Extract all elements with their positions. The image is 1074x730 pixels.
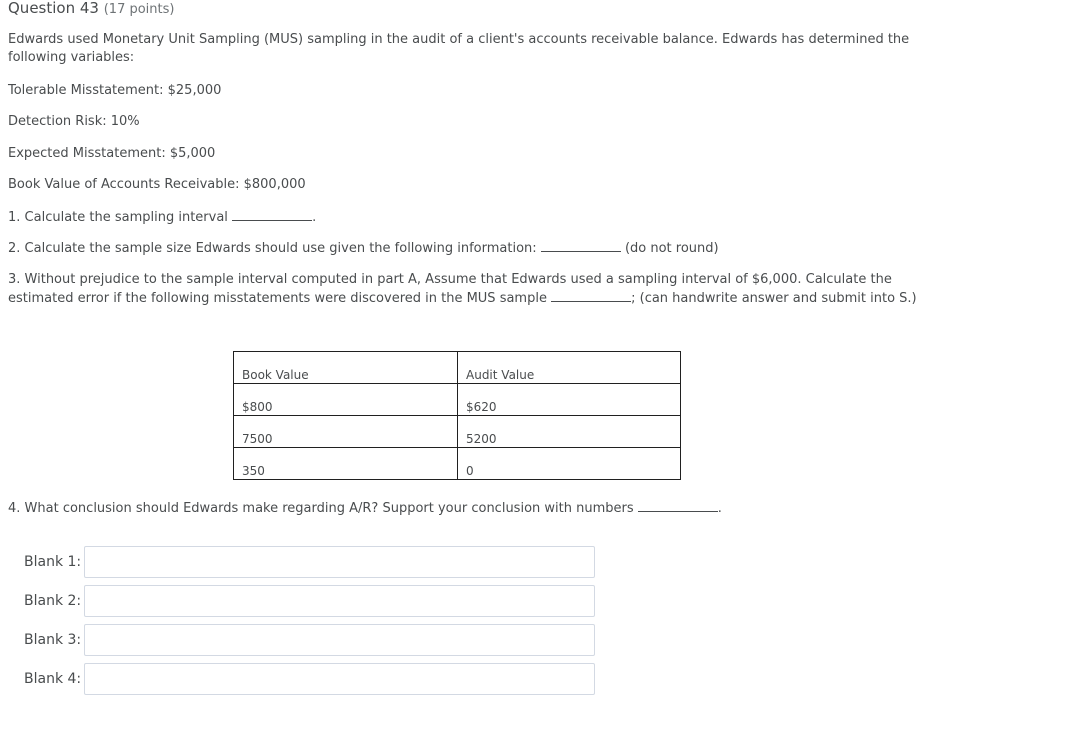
table-cell-book-value: 7500 [234,416,458,448]
question-2-blank-line [541,239,621,252]
intro-line-1: Edwards used Monetary Unit Sampling (MUS) sampling in the audit of a client's accounts receivable balance. Edwards has determined the [8,32,910,47]
question-1 [8,208,316,226]
question-2-after: (do not round) [624,241,719,256]
table-cell-audit-value: $620 [458,384,681,416]
question-points: (17 points) [103,2,175,17]
question-4 [8,499,722,517]
table-cell-audit-value: 0 [458,448,681,480]
question-1-after: . [312,210,317,225]
blank-4-label: Blank 4: [24,671,82,687]
variable-book-value: Book Value of Accounts Receivable: $800,000 [8,177,306,192]
question-3-blank-line [551,289,631,302]
question-4-text: 4. What conclusion should Edwards make regarding A/R? Support your conclusion with numbers [8,501,634,516]
question-3-after: ; (can handwrite answer and submit into S.) [631,291,917,306]
question-1-text: 1. Calculate the sampling interval [8,210,228,225]
blank-2-label: Blank 2: [24,593,82,609]
table-cell-book-value: $800 [234,384,458,416]
question-1-blank-line [232,208,312,221]
question-4-blank-line [638,499,718,512]
misstatement-table [233,351,681,480]
intro-line-2: following variables: [8,50,135,65]
question-3-text: estimated error if the following misstatements were discovered in the MUS sample [8,291,547,306]
question-header [8,0,174,17]
table-row [234,416,681,448]
variable-detection-risk: Detection Risk: 10% [8,114,140,129]
table-header-audit-value: Audit Value [458,352,681,384]
table-row [234,384,681,416]
question-title: Question 43 [8,0,99,17]
variable-expected-misstatement: Expected Misstatement: $5,000 [8,146,216,161]
table-header-book-value: Book Value [234,352,458,384]
blank-3-label: Blank 3: [24,632,82,648]
question-3-line-1: 3. Without prejudice to the sample interval computed in part A, Assume that Edwards used a sampling interval of $6,000. Calculate the [8,272,892,287]
question-2-text: 2. Calculate the sample size Edwards should use given the following information: [8,241,537,256]
blank-2-input[interactable] [84,585,595,617]
blank-3-input[interactable] [84,624,595,656]
blank-4-input[interactable] [84,663,595,695]
question-3-line-2 [8,289,917,307]
variable-tolerable-misstatement: Tolerable Misstatement: $25,000 [8,83,222,98]
blank-1-input[interactable] [84,546,595,578]
blank-1-label: Blank 1: [24,554,82,570]
table-cell-audit-value: 5200 [458,416,681,448]
question-2 [8,239,719,257]
table-header-row [234,352,681,384]
question-4-after: . [717,501,722,516]
table-cell-book-value: 350 [234,448,458,480]
table-row [234,448,681,480]
